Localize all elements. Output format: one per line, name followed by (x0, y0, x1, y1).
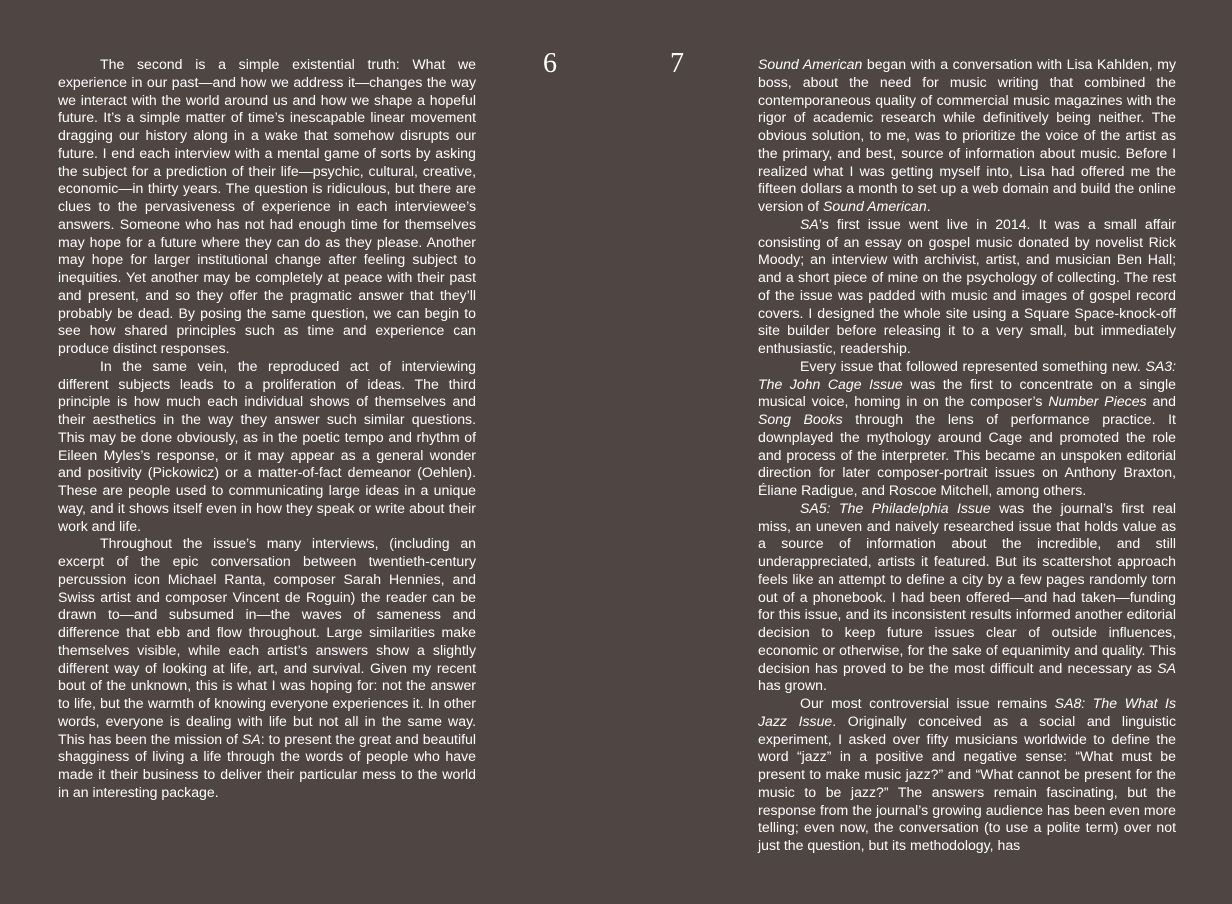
paragraph-text: Our most controversial issue remains (800, 695, 1055, 711)
italic-title: SA (1157, 659, 1176, 676)
page-number-right: 7 (670, 48, 684, 79)
paragraph (758, 695, 1176, 855)
right-page-text (758, 56, 1176, 855)
paragraph-text: . (926, 198, 931, 214)
italic-title: SA (800, 215, 819, 232)
paragraph (758, 500, 1176, 695)
paragraph (758, 358, 1176, 500)
italic-title: Sound American (758, 56, 863, 72)
paragraph-text: has grown. (758, 677, 827, 694)
paragraph-text: was the journal’s first real miss, an uneven and naively researched issue that holds value as a source of information about the incredible, and still underappreciated, artists it featured. But its scattershot approach feels like an attempt to define a city by a few pages randomly torn out of a phonebook. I had been offered—and had taken—funding for this issue, and its inconsistent results informed another editorial decision to keep future issues clear of outside influences, economic or otherwise, for the sake of equanimity and quality. This decision has proved to be the most difficult and necessary as (758, 499, 1176, 676)
paragraph (758, 56, 1176, 216)
italic-title: SA8: The What Is Jazz Issue (758, 695, 1176, 729)
paragraph (58, 535, 476, 801)
italic-title: SA5: The Philadelphia Issue (800, 499, 991, 516)
italic-title: Sound American (823, 198, 927, 214)
page-number-left: 6 (543, 48, 557, 79)
italic-title: SA3: The John Cage Issue (758, 357, 1176, 392)
italic-title: Song Books (758, 411, 843, 427)
paragraph-text: ’s first issue went live in 2014. It was a small affair consisting of an essay on gospel music donated by novelist Rick Moody; an interview with archivist, artist, and musician Ben Hall; and a short piece of mine on the psychology of collecting. The rest of the issue was padded with music and images of gospel record covers. I designed the whole site using a Square Space-knock-off site builder before releasing it to a very small, but immediately enthusiastic, readership. (758, 215, 1176, 356)
paragraph-text: Every issue that followed represented something new. (800, 357, 1146, 374)
paragraph-text: and (1146, 393, 1176, 410)
paragraph-text: Throughout the issue’s many interviews, (including an excerpt of the epic conversation between twentieth-century percussion icon Michael Ranta, composer Sarah Hennies, and Swiss artist and composer Vincent de Roguin) the reader can be drawn to—and subsumed in—the waves of sameness and difference that ebb and flow throughout. Large similarities make themselves visible, while each artist’s answers show a slightly different way of looking at life, art, and survival. Given my recent bout of the unknown, this is what I was hoping for: not the answer to life, but the warmth of knowing everyone experiences it. In other words, everyone is dealing with life but not all in the same way. This has been the mission of (58, 535, 476, 747)
italic-title: SA (241, 730, 261, 747)
paragraph-text: began with a conversation with Lisa Kahlden, my boss, about the need for music writing that combined the contemporaneous quality of commercial music magazines with the rigor of academic research while definitively being neither. The obvious solution, to me, was to prioritize the voice of the artist as the primary, and best, source of information about music. Before I realized what I was getting myself into, Lisa had offered me the fifteen dollars a month to set up a web domain and build the online version of (758, 56, 1176, 214)
paragraph-text: In the same vein, the reproduced act of interviewing different subjects leads to a proliferation of ideas. The third principle is how much each individual shows of themselves and their aesthetics in the way they answer such similar questions. This may be done obviously, as in the poetic tempo and rhythm of Eileen Myles’s response, or it may appear as a general wonder and positivity (Pickowicz) or a matter-of-fact demeanor (Oehlen). These are people used to communicating large ideas in a unique way, and it shows itself even in how they speak or write about their work and life. (58, 357, 476, 534)
paragraph-text: The second is a simple existential truth: What we experience in our past—and how we address it—changes the way we interact with the world around us and how we shape a hopeful future. It’s a simple matter of time’s inescapable linear movement dragging our history along in a wake that somehow disrupts our future. I end each interview with a mental game of sorts by asking the subject for a prediction of their life—psychic, cultural, creative, economic—in thirty years. The question is ridiculous, but there are clues to the pervasiveness of experience in each interviewee’s answers. Someone who has not had enough time for themselves may hope for a future where they can do as they please. Another may hope for larger institutional change after feeling subject to inequities. Yet another may be completely at peace with their past and present, and so they offer the pragmatic answer that they’ll probably be dead. By posing the same question, we can begin to see how shared principles such as time and experience can produce distinct responses. (58, 56, 476, 356)
paragraph (58, 358, 476, 536)
paragraph-text: . Originally conceived as a social and linguistic experiment, I asked over fifty musicians worldwide to define the word “jazz” in a positive and negative sense: “What must be present to make music jazz?” and “What cannot be present for the music to be jazz?” The answers remain fascinating, but the response from the journal’s growing audience has been even more telling; even now, the conversation (to use a polite term) over not just the question, but its methodology, has (758, 712, 1176, 853)
paragraph-text: : to present the great and beautiful shagginess of living a life through the words of people who have made it their business to deliver their particular mess to the world in an interesting package. (58, 730, 476, 800)
left-page-text (58, 56, 476, 802)
paragraph-text: was the first to concentrate on a single musical voice, homing in on the composer’s (758, 375, 1176, 410)
italic-title: Number Pieces (1048, 393, 1147, 410)
paragraph-text: through the lens of performance practice. It downplayed the mythology around Cage and promoted the role and process of the interpreter. This became an unspoken editorial direction for later composer-portrait issues on Anthony Braxton, Éliane Radigue, and Roscoe Mitchell, among others. (758, 411, 1176, 498)
paragraph (758, 216, 1176, 358)
paragraph (58, 56, 476, 358)
